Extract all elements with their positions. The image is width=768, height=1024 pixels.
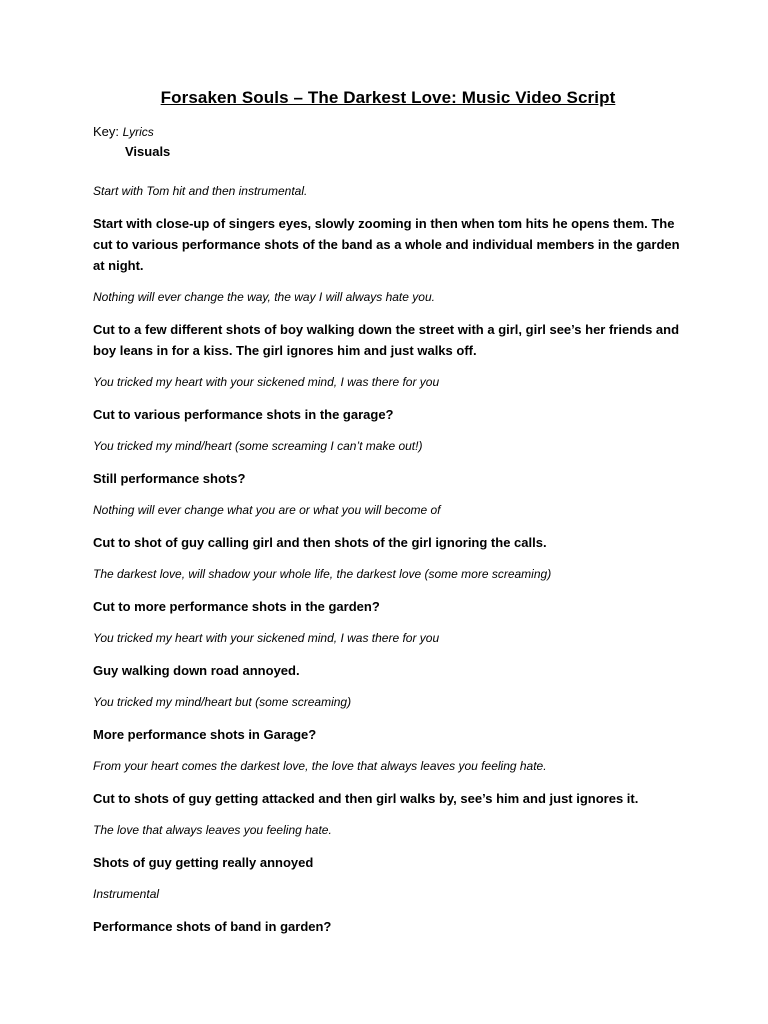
visual-direction: Cut to shot of guy calling girl and then shots of the girl ignoring the calls. — [93, 535, 547, 550]
lyric-line: The darkest love, will shadow your whole life, the darkest love (some more screaming) — [93, 567, 552, 581]
script-entries — [93, 181, 683, 937]
lyric-line: Nothing will ever change the way, the way I will always hate you. — [93, 290, 435, 304]
visual-direction: Cut to a few different shots of boy walking down the street with a girl, girl see’s her friends and boy leans in for a kiss. The girl ignores him and just walks off. — [93, 322, 680, 358]
visual-direction: Guy walking down road annoyed. — [93, 663, 300, 678]
visual-direction: Cut to shots of guy getting attacked and then girl walks by, see’s him and just ignores it. — [93, 791, 639, 806]
lyric-line: Nothing will ever change what you are or what you will become of — [93, 503, 441, 517]
key-legend — [93, 122, 683, 142]
document-title: Forsaken Souls – The Darkest Love: Music Video Script — [160, 88, 616, 107]
visual-direction: Performance shots of band in garden? — [93, 919, 332, 934]
lyric-line: You tricked my mind/heart but (some screaming) — [93, 695, 352, 709]
lyric-line: The love that always leaves you feeling hate. — [93, 823, 332, 837]
key-label: Key: — [93, 124, 120, 139]
document-body — [93, 88, 683, 948]
visual-direction: More performance shots in Garage? — [93, 727, 317, 742]
key-visuals-style: Visuals — [125, 144, 171, 159]
lyric-line: Start with Tom hit and then instrumental. — [93, 184, 308, 198]
key-lyrics-style: Lyrics — [122, 125, 154, 139]
visual-direction: Still performance shots? — [93, 471, 246, 486]
lyric-line: You tricked my heart with your sickened mind, I was there for you — [93, 631, 440, 645]
lyric-line: You tricked my heart with your sickened mind, I was there for you — [93, 375, 440, 389]
lyric-line: You tricked my mind/heart (some screaming I can’t make out!) — [93, 439, 423, 453]
lyric-line: Instrumental — [93, 887, 160, 901]
visual-direction: Shots of guy getting really annoyed — [93, 855, 314, 870]
lyric-line: From your heart comes the darkest love, the love that always leaves you feeling hate. — [93, 759, 547, 773]
visual-direction: Cut to various performance shots in the garage? — [93, 407, 394, 422]
visual-direction: Start with close-up of singers eyes, slowly zooming in then when tom hits he opens them. The cut to various performance shots of the band as a whole and individual members in the garden at night. — [93, 216, 680, 273]
visual-direction: Cut to more performance shots in the garden? — [93, 599, 380, 614]
